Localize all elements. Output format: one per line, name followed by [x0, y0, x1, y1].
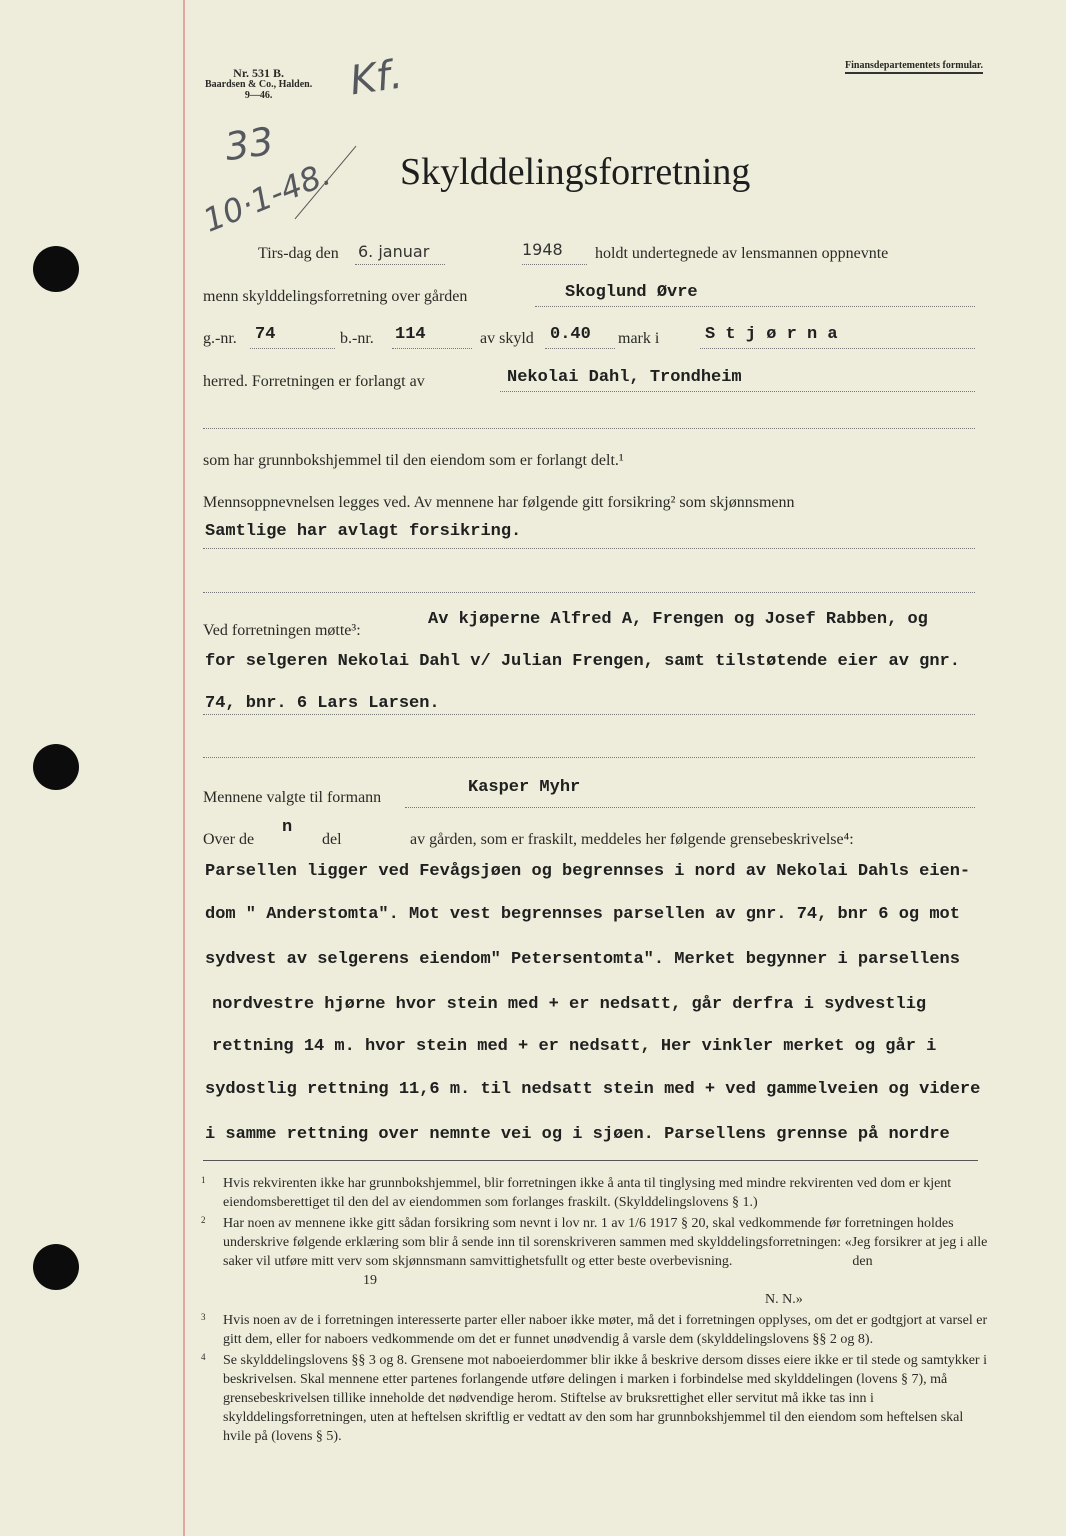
- footnote-text: Har noen av mennene ikke gitt sådan forsikring som nevnt i lov nr. 1 av 1/6 1917 § 20, skal vedkommende før forretningen holdes underskrive følgende erklæring som blir å sende inn til sorenskriveren sammen med skylddelingsforretningen: «Jeg forsikrer at jeg i alle saker vil utføre mitt verv som skjønnsmann samvittighetsfullt og etter beste overbevisning.: [223, 1216, 988, 1269]
- footnote-text: Se skylddelingslovens §§ 3 og 8. Grensene mot naboeierdommer blir ikke å beskrive dersom disses eiere ikke er til stede og samtykker i beskrivelsen. Skal mennene etter partenes forlangende utføre delingen i marken i forbindelse med skylddelingen (lovens § 7), må grensebeskrivelsen tillike inneholde det nødvendige herom. Stiftelse av bruksrettighet eller servitut må ikke tas inn i skylddelingsforretningen, uten at heftelsen skriftlig er vedtatt av den som har grunnbokshjemmel til den eiendom som heftelsen skal hvile på (lovens § 5).: [223, 1353, 987, 1444]
- label: Mennsoppnevnelsen legges ved. Av mennene har følgende gitt forsikring² som skjønnsmenn: [203, 494, 795, 511]
- footnote-text: Hvis noen av de i forretningen interesserte parter eller naboer ikke møter, må det i forretningen opplyses, om det er godtgjort at varsel er gitt dem, eller for naboers vedkommende om det er funnet unødvendig å varsle dem (skylddelingslovens §§ 2 og 8).: [223, 1313, 988, 1347]
- farm-name: Skoglund Øvre: [565, 283, 698, 302]
- footnote-text: Hvis rekvirenten ikke har grunnbokshjemmel, blir forretningen ikke å anta til tinglysing med mindre rekvirenten ved dom er kjent eiendomsberettiget til den del av eiendommen som forlanges fraskilt. (Skylddelingslovens § 1.): [223, 1176, 952, 1210]
- boundary-line: sydostlig rettning 11,6 m. til nedsatt stein med + ved gammelveien og videre: [205, 1080, 981, 1099]
- footnote-19: 19: [363, 1273, 377, 1288]
- footnote-1: [203, 1174, 993, 1212]
- boundary-line: nordvestre hjørne hvor stein med + er nedsatt, går derfra i sydvestlig: [212, 995, 927, 1014]
- label: g.-nr.: [203, 330, 237, 347]
- punch-hole: [33, 246, 79, 292]
- footnote-den: den: [852, 1254, 873, 1269]
- red-margin-line: [183, 0, 185, 1536]
- skyld-value: 0.40: [550, 325, 591, 344]
- attendees-line: 74, bnr. 6 Lars Larsen.: [205, 694, 440, 713]
- printer: Baardsen & Co., Halden.: [205, 79, 313, 90]
- label: Mennene valgte til formann: [203, 789, 382, 806]
- footnote-2: [203, 1214, 993, 1309]
- attendees-line: for selgeren Nekolai Dahl v/ Julian Frengen, samt tilstøtende eier av gnr.: [205, 652, 960, 671]
- document-title: Skylddelingsforretning: [400, 151, 751, 193]
- form-info: [205, 68, 312, 101]
- bnr-value: 114: [395, 325, 426, 344]
- insurance-value: Samtlige har avlagt forsikring.: [205, 522, 522, 541]
- footnote-marker: 4: [201, 1352, 206, 1362]
- label: Ved forretningen møtte³:: [203, 622, 361, 639]
- requester-value: Nekolai Dahl, Trondheim: [507, 368, 742, 387]
- label: menn skylddelingsforretning over gården: [203, 288, 468, 305]
- label: mark i: [618, 330, 660, 347]
- form-number: Nr. 531 B.: [233, 66, 285, 80]
- department-label: Finansdepartementets formular.: [845, 60, 983, 74]
- label: som har grunnbokshjemmel til den eiendom som er forlangt delt.¹: [203, 452, 624, 469]
- label: b.-nr.: [340, 330, 374, 347]
- boundary-line: dom " Anderstomta". Mot vest begrennses parsellen av gnr. 74, bnr 6 og mot: [205, 905, 960, 924]
- handwritten-initials: Kf.: [347, 51, 406, 105]
- handwritten-date: 10·1-48.: [197, 154, 336, 240]
- year-value: 1948: [522, 240, 563, 259]
- footnote-marker: 2: [201, 1215, 206, 1225]
- footnote-marker: 3: [201, 1312, 206, 1322]
- footnote-3: [203, 1311, 993, 1349]
- footnotes: [203, 1174, 993, 1448]
- label: Tirs-dag den: [258, 245, 339, 262]
- label: Over de: [203, 831, 255, 848]
- boundary-line: sydvest av selgerens eiendom" Petersentomta". Merket begynner i parsellens: [205, 950, 960, 969]
- date-code: 9—46.: [244, 90, 273, 101]
- boundary-line: rettning 14 m. hvor stein med + er nedsatt, Her vinkler merket og går i: [212, 1037, 937, 1056]
- boundary-line: Parsellen ligger ved Fevågsjøen og begrennses i nord av Nekolai Dahls eien-: [205, 862, 971, 881]
- footnote-4: [203, 1351, 993, 1446]
- part-value: n: [282, 818, 293, 837]
- footnote-divider: [203, 1160, 978, 1161]
- chairman-value: Kasper Myhr: [468, 778, 581, 797]
- handwritten-number: 33: [222, 118, 277, 170]
- attendees-line: Av kjøperne Alfred A, Frengen og Josef Rabben, og: [428, 610, 928, 629]
- punch-hole: [33, 1244, 79, 1290]
- punch-hole: [33, 744, 79, 790]
- footnote-nn: N. N.»: [765, 1292, 803, 1307]
- gnr-value: 74: [255, 325, 276, 344]
- label: av skyld: [480, 330, 534, 347]
- boundary-line: i samme rettning over nemnte vei og i sjøen. Parsellens grennse på nordre: [205, 1125, 950, 1144]
- footnote-marker: 1: [201, 1175, 206, 1185]
- municipality-value: S t j ø r n a: [705, 325, 838, 344]
- label: holdt undertegnede av lensmannen oppnevnte: [595, 245, 889, 262]
- label: del: [322, 831, 342, 848]
- day-value: 6. januar: [358, 242, 430, 261]
- label: herred. Forretningen er forlangt av: [203, 373, 425, 390]
- label: av gården, som er fraskilt, meddeles her følgende grensebeskrivelse⁴:: [410, 831, 854, 848]
